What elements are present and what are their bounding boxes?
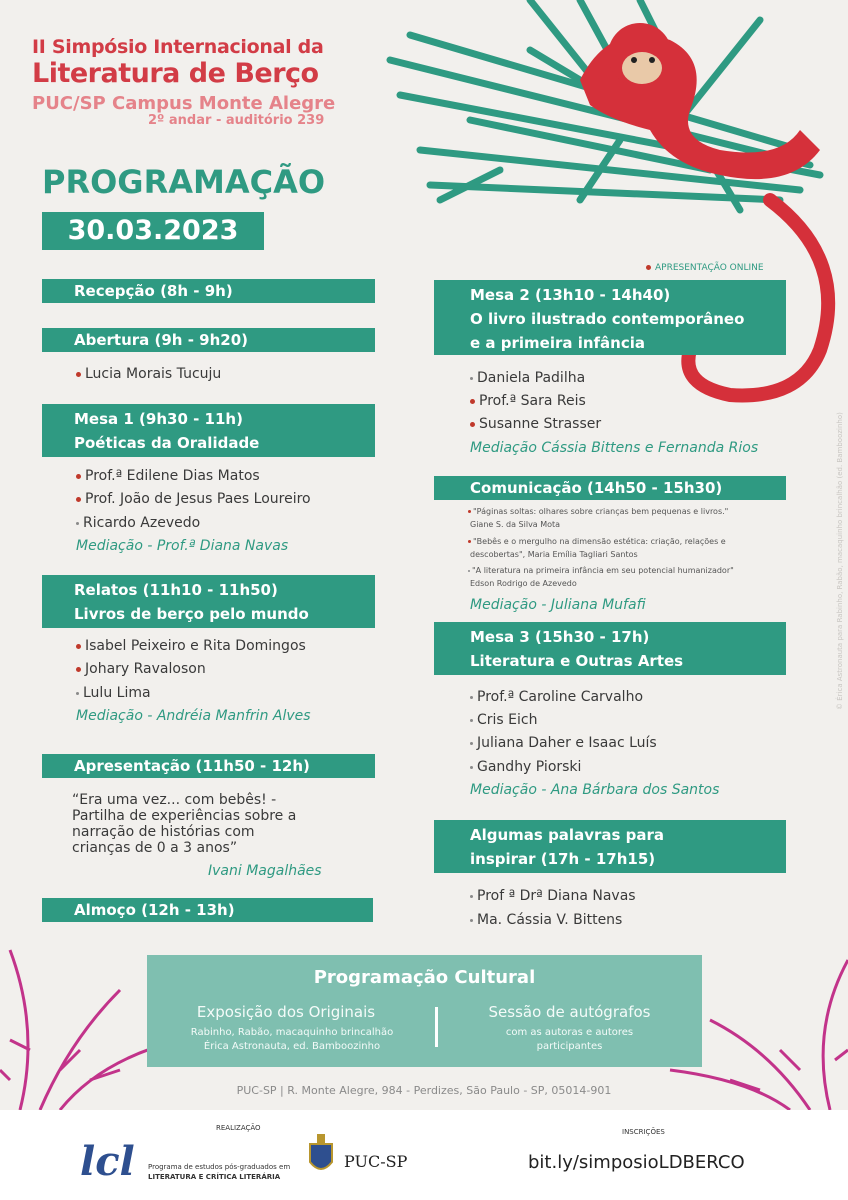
cultural-title: Programação Cultural	[313, 967, 536, 988]
bullet-icon	[76, 644, 81, 649]
list-item: Prof ª Drª Diana Navas	[470, 888, 636, 904]
prog-line1: Programa de estudos pós-graduados em	[148, 1163, 291, 1171]
puc-label: PUC-SP	[344, 1152, 408, 1171]
cultural-right-sub1: com as autoras e autores	[505, 1027, 634, 1038]
bullet-icon	[470, 766, 473, 769]
title-line4: 2º andar - auditório 239	[148, 113, 325, 128]
bullet-icon	[470, 742, 473, 745]
apres-text-line: crianças de 0 a 3 anos”	[72, 840, 238, 856]
monkey-illustration	[380, 0, 848, 420]
bullet-icon	[76, 522, 79, 525]
com-line: Edson Rodrigo de Azevedo	[470, 579, 577, 588]
bullet-icon	[76, 474, 81, 479]
mesa3-sub: Literatura e Outras Artes	[470, 652, 684, 670]
com-line: "A literatura na primeira infância em seu potencial humanizador"	[468, 566, 734, 576]
relatos-title: Relatos (11h10 - 11h50)	[74, 581, 278, 599]
bullet-icon	[470, 919, 473, 922]
list-item: Prof. João de Jesus Paes Loureiro	[76, 491, 311, 507]
com-line: "Bebês e o mergulho na dimensão estética: criação, relações e	[468, 537, 726, 547]
com-mediation: Mediação - Juliana Mufafi	[470, 597, 646, 613]
mesa3-title: Mesa 3 (15h30 - 17h)	[470, 628, 650, 646]
mesa1-title: Mesa 1 (9h30 - 11h)	[74, 410, 243, 428]
list-item: Gandhy Piorski	[470, 759, 581, 775]
recepcao-bar: Recepção (8h - 9h)	[42, 279, 375, 303]
algumas-title: Algumas palavras para	[470, 826, 665, 844]
bullet-icon	[76, 667, 81, 672]
bullet-icon	[470, 895, 473, 898]
comunicacao-bar: Comunicação (14h50 - 15h30)	[434, 476, 786, 500]
algumas-sub: inspirar (17h - 17h15)	[470, 850, 656, 868]
cultural-right-title: Sessão de autógrafos	[488, 1003, 651, 1021]
mesa2-sub1: O livro ilustrado contemporâneo	[470, 310, 745, 328]
list-item: Juliana Daher e Isaac Luís	[470, 735, 657, 751]
mesa1-sub: Poéticas da Oralidade	[74, 434, 260, 452]
mesa2-bar	[434, 280, 786, 355]
cultural-right-sub2: participantes	[536, 1041, 603, 1052]
com-line: descobertas", Maria Emília Tagliari Santos	[470, 550, 638, 559]
com-line: Giane S. da Silva Mota	[470, 520, 561, 529]
bullet-icon	[470, 422, 475, 427]
bullet-icon	[76, 372, 81, 377]
bullet-icon	[470, 399, 475, 404]
list-item: Prof.ª Edilene Dias Matos	[76, 468, 260, 484]
lcl-logo: lcl	[80, 1138, 135, 1185]
cultural-left-sub2: Érica Astronauta, ed. Bamboozinho	[203, 1041, 381, 1052]
almoco-bar: Almoço (12h - 13h)	[42, 898, 373, 922]
prog-line2: LITERATURA E CRÍTICA LITERÁRIA	[148, 1173, 281, 1181]
bullet-icon	[468, 540, 471, 543]
title-line2: Literatura de Berço	[32, 58, 319, 89]
cultural-left-title: Exposição dos Originais	[196, 1003, 376, 1021]
com-line: "Páginas soltas: olhares sobre crianças bem pequenas e livros."	[468, 507, 728, 517]
bullet-icon	[468, 510, 471, 513]
mesa2-sub2: e a primeira infância	[470, 334, 646, 352]
list-item: Isabel Peixeiro e Rita Domingos	[76, 638, 306, 654]
list-item: Johary Ravaloson	[76, 661, 206, 677]
mesa2-title: Mesa 2 (13h10 - 14h40)	[470, 286, 671, 304]
puc-crest-icon	[304, 1132, 338, 1178]
relatos-sub: Livros de berço pelo mundo	[74, 605, 309, 623]
footer	[0, 1110, 848, 1200]
mesa2-mediation: Mediação Cássia Bittens e Fernanda Rios	[470, 440, 759, 456]
apresentacao-bar: Apresentação (11h50 - 12h)	[42, 754, 375, 778]
online-dot-icon	[646, 265, 651, 270]
address: PUC-SP | R. Monte Alegre, 984 - Perdizes, São Paulo - SP, 05014-901	[236, 1084, 612, 1097]
title-line1: II Simpósio Internacional da	[32, 36, 324, 58]
relatos-mediation: Mediação - Andréia Manfrin Alves	[76, 708, 311, 724]
abertura-bar: Abertura (9h - 9h20)	[42, 328, 375, 352]
mesa1-bar	[42, 404, 375, 457]
list-item: Prof.ª Sara Reis	[470, 393, 586, 409]
algumas-bar	[434, 820, 786, 873]
bullet-icon	[76, 692, 79, 695]
programacao-heading: PROGRAMAÇÃO	[42, 163, 326, 201]
title-line3: PUC/SP Campus Monte Alegre	[32, 93, 336, 114]
inscricoes-link[interactable]: bit.ly/simposioLDBERCO	[528, 1152, 745, 1173]
bullet-icon	[76, 497, 81, 502]
list-item: Ma. Cássia V. Bittens	[470, 912, 622, 928]
list-item: Susanne Strasser	[470, 416, 601, 432]
inscricoes-label: INSCRIÇÕES	[622, 1128, 665, 1136]
cultural-left-sub1: Rabinho, Rabão, macaquinho brincalhão	[190, 1027, 394, 1038]
realizacao-label: REALIZAÇÃO	[216, 1124, 261, 1132]
online-note: APRESENTAÇÃO ONLINE	[646, 263, 764, 273]
list-item: Ricardo Azevedo	[76, 515, 200, 531]
apres-text-line: narração de histórias com	[72, 824, 255, 840]
credit: © Érica Astronauta para Rabinho, Rabão, macaquinho brincalhão (ed. Bamboozinho)	[836, 412, 844, 710]
apres-text-line: Partilha de experiências sobre a	[72, 808, 297, 824]
mesa1-mediation: Mediação - Prof.ª Diana Navas	[76, 538, 289, 554]
bullet-icon	[470, 377, 473, 380]
list-item: Lucia Morais Tucuju	[76, 366, 221, 382]
list-item: Daniela Padilha	[470, 370, 585, 386]
date-box: 30.03.2023	[42, 212, 264, 250]
mesa3-mediation: Mediação - Ana Bárbara dos Santos	[470, 782, 720, 798]
bullet-icon	[470, 696, 473, 699]
list-item: Lulu Lima	[76, 685, 151, 701]
bullet-icon	[470, 719, 473, 722]
cultural-box	[147, 955, 702, 1067]
apres-author: Ivani Magalhães	[208, 863, 322, 879]
list-item: Prof.ª Caroline Carvalho	[470, 689, 643, 705]
mesa3-bar	[434, 622, 786, 675]
apres-text-line: “Era uma vez... com bebês! -	[72, 792, 277, 808]
list-item: Cris Eich	[470, 712, 537, 728]
relatos-bar	[42, 575, 375, 628]
bullet-icon	[468, 570, 470, 572]
